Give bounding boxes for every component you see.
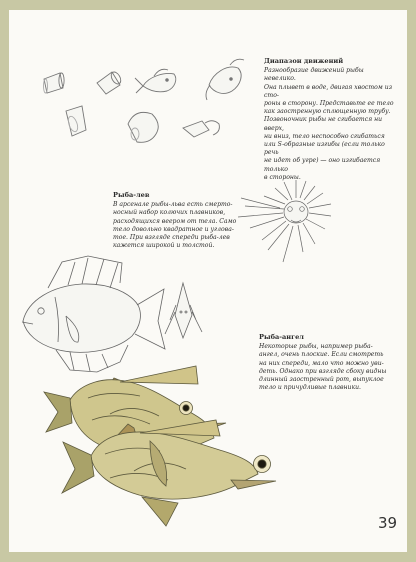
tube-sketch-5 bbox=[66, 106, 86, 136]
text-line: тое. При взгляде спереди рыба-лев bbox=[113, 234, 230, 242]
text-line: на них спереди, мало что можно уви- bbox=[259, 359, 384, 367]
fish-body-sketch-4 bbox=[206, 59, 244, 100]
lionfish-sketch bbox=[238, 180, 331, 262]
page-number: 39 bbox=[378, 514, 398, 532]
text-line: В арсенале рыбы-льва есть смерто- bbox=[113, 201, 233, 209]
text-line: Разнообразие движений рыбы невелико. bbox=[264, 67, 364, 83]
tube-sketch-1 bbox=[44, 73, 65, 93]
angelfish-side-sketch bbox=[22, 256, 165, 372]
tube-sketch-6 bbox=[128, 112, 158, 142]
lionfish-heading: Рыба-лев bbox=[113, 191, 150, 199]
text-line: или S-образные изгибы (если только речь bbox=[264, 141, 385, 157]
text-line: Некоторые рыбы, например рыба- bbox=[259, 343, 373, 351]
range-of-motion-text bbox=[264, 57, 396, 182]
text-line: ангел, очень плоские. Если смотреть bbox=[259, 351, 384, 359]
angelfish-text bbox=[259, 333, 391, 392]
text-line: носный набор колючих плавников, bbox=[113, 209, 226, 217]
text-line: ни вниз, тело неспособно сгибаться bbox=[264, 132, 385, 140]
angelfish-heading: Рыба-ангел bbox=[259, 333, 304, 341]
text-line: не идет об угре) — оно изгибается только bbox=[264, 157, 381, 173]
text-line: кажется широкой и толстой. bbox=[113, 242, 215, 250]
text-line: деть. Однако при взгляде сбоку видны bbox=[259, 367, 387, 375]
lionfish-text bbox=[113, 191, 245, 250]
text-line: расходящихся веером от тела. Само bbox=[113, 217, 237, 225]
text-line: длинный заостренный рот, выпуклое bbox=[259, 376, 384, 384]
range-of-motion-heading: Диапазон движений bbox=[264, 57, 344, 65]
text-line: тело довольно квадратное и угловa- bbox=[113, 225, 234, 233]
text-line: в стороны. bbox=[264, 173, 301, 181]
tube-sketches bbox=[44, 59, 245, 142]
tube-sketch-2 bbox=[97, 70, 123, 94]
text-line: Она плывет в воде, двигая хвостом из сто- bbox=[264, 83, 393, 99]
angelfish-front-sketch bbox=[165, 283, 202, 338]
text-line: тело и причудливые плавники. bbox=[259, 384, 361, 392]
fish-body-sketch-3 bbox=[135, 69, 176, 93]
tube-sketch-7 bbox=[183, 121, 219, 137]
angelfish-color-illustration bbox=[44, 366, 276, 526]
text-line: как заостренную сплющенную трубу. bbox=[264, 108, 391, 116]
text-line: роны в сторону. Представьте ее тело bbox=[264, 100, 394, 108]
text-line: Позвоночник рыбы не сгибается ни вверх, bbox=[264, 116, 383, 132]
